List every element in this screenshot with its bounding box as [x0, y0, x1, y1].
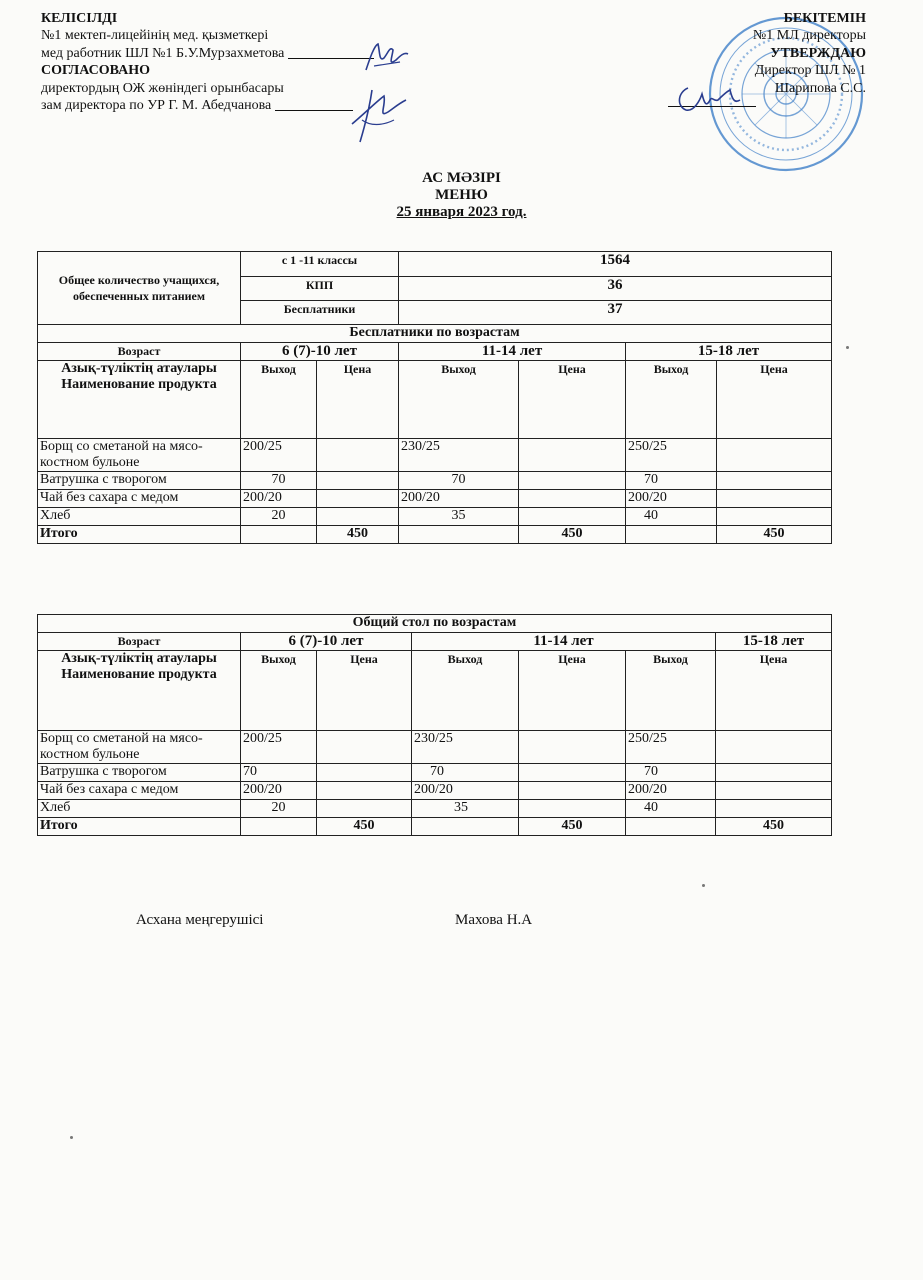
age-group: 6 (7)-10 лет [241, 343, 399, 361]
summary-row-value: 36 [399, 277, 832, 301]
output-value: 200/25 [241, 439, 317, 472]
summary-row-name: КПП [241, 277, 399, 301]
output-value: 40 [626, 800, 716, 818]
price-header: Цена [716, 651, 832, 731]
output-value: 40 [626, 508, 717, 526]
product-name: Ватрушка с творогом [38, 764, 241, 782]
output-header: Выход [399, 361, 519, 439]
output-value: 35 [412, 800, 519, 818]
product-name: Борщ со сметаной на мясо-костном бульоне [38, 731, 241, 764]
price-header: Цена [317, 651, 412, 731]
output-value: 70 [626, 764, 716, 782]
title-ru: МЕНЮ [435, 187, 488, 203]
summary-row-value: 37 [399, 301, 832, 325]
total-row [38, 526, 832, 544]
med-worker-ru: мед работник ШЛ №1 Б.У.Мурзахметова [41, 45, 374, 62]
menu-date: 25 января 2023 год. [396, 204, 527, 220]
approval-left [41, 10, 374, 114]
table-row [38, 782, 832, 800]
canteen-head-role: Асхана меңгерушісі [136, 912, 264, 928]
table-row [38, 764, 832, 782]
product-name: Ватрушка с творогом [38, 472, 241, 490]
price-header: Цена [519, 361, 626, 439]
summary-row-name: с 1 -11 классы [241, 252, 399, 277]
total-value: 450 [519, 818, 626, 836]
approve-ru: УТВЕРЖДАЮ [770, 45, 866, 61]
output-value: 200/20 [626, 782, 716, 800]
price-header: Цена [317, 361, 399, 439]
deputy-signature [342, 84, 414, 152]
output-value: 200/20 [399, 490, 519, 508]
menu-table-free [37, 251, 832, 544]
age-header: Возраст [38, 633, 241, 651]
med-worker-kz: №1 мектеп-лицейінің мед. қызметкері [41, 28, 269, 44]
director-kz: №1 МЛ директоры [752, 28, 866, 44]
scan-speck [702, 884, 705, 887]
output-value: 70 [626, 472, 717, 490]
table-row [38, 472, 832, 490]
approval-right [753, 10, 866, 97]
output-header: Выход [626, 361, 717, 439]
scan-speck [70, 1136, 73, 1139]
price-header: Цена [717, 361, 832, 439]
total-label: Итого [38, 818, 241, 836]
age-group: 15-18 лет [626, 343, 832, 361]
table-row [38, 731, 832, 764]
table-row [38, 439, 832, 472]
total-value: 450 [519, 526, 626, 544]
age-group: 11-14 лет [412, 633, 716, 651]
output-value: 70 [241, 472, 317, 490]
canteen-head-name: Махова Н.А [455, 912, 533, 928]
output-value: 200/20 [412, 782, 519, 800]
table-row [38, 490, 832, 508]
output-header: Выход [626, 651, 716, 731]
agreed-kz: КЕЛІСІЛДІ [41, 11, 118, 26]
menu-table-general [37, 614, 832, 836]
output-value: 70 [399, 472, 519, 490]
students-count-label: Общее количество учащихся, обеспеченных питанием [38, 252, 241, 325]
output-value: 70 [241, 764, 317, 782]
product-name: Хлеб [38, 800, 241, 818]
output-value: 70 [412, 764, 519, 782]
output-value: 20 [241, 800, 317, 818]
section-title: Общий стол по возрастам [38, 615, 832, 633]
total-value: 450 [317, 818, 412, 836]
med-worker-signature [360, 36, 412, 78]
output-value: 250/25 [626, 731, 716, 764]
product-name: Чай без сахара с медом [38, 490, 241, 508]
product-name: Чай без сахара с медом [38, 782, 241, 800]
output-header: Выход [241, 361, 317, 439]
total-value: 450 [317, 526, 399, 544]
director-name: Шарипова С.С. [774, 80, 866, 96]
approve-kz: БЕКІТЕМІН [783, 11, 866, 26]
price-header: Цена [519, 651, 626, 731]
table-row [38, 800, 832, 818]
output-value: 230/25 [412, 731, 519, 764]
output-value: 200/20 [241, 490, 317, 508]
director-signature [672, 78, 744, 118]
title-kz: АС МӘЗІРІ [422, 170, 501, 186]
output-value: 230/25 [399, 439, 519, 472]
deputy-kz: директордың ОЖ жөніндегі орынбасары [41, 80, 284, 96]
product-column-header: Азық-түліктің атаулары Наименование продукта [38, 361, 241, 439]
document-title [0, 170, 923, 221]
age-group: 6 (7)-10 лет [241, 633, 412, 651]
summary-row-name: Бесплатники [241, 301, 399, 325]
age-group: 15-18 лет [716, 633, 832, 651]
age-group: 11-14 лет [399, 343, 626, 361]
deputy-ru: зам директора по УР Г. М. Абедчанова [41, 97, 374, 114]
director-ru: Директор ШЛ № 1 [754, 63, 866, 79]
product-column-header: Азық-түліктің атаулары Наименование продукта [38, 651, 241, 731]
output-value: 200/25 [241, 731, 317, 764]
total-value: 450 [716, 818, 832, 836]
output-value: 200/20 [626, 490, 717, 508]
table-row [38, 508, 832, 526]
summary-row-value: 1564 [399, 252, 832, 277]
output-value: 35 [399, 508, 519, 526]
section-title: Бесплатники по возрастам [38, 325, 832, 343]
age-header: Возраст [38, 343, 241, 361]
product-name: Борщ со сметаной на мясо-костном бульоне [38, 439, 241, 472]
output-header: Выход [241, 651, 317, 731]
output-value: 200/20 [241, 782, 317, 800]
total-row [38, 818, 832, 836]
total-value: 450 [717, 526, 832, 544]
output-value: 250/25 [626, 439, 717, 472]
product-name: Хлеб [38, 508, 241, 526]
scan-speck [846, 346, 849, 349]
agreed-ru: СОГЛАСОВАНО [41, 63, 150, 79]
total-label: Итого [38, 526, 241, 544]
output-header: Выход [412, 651, 519, 731]
output-value: 20 [241, 508, 317, 526]
